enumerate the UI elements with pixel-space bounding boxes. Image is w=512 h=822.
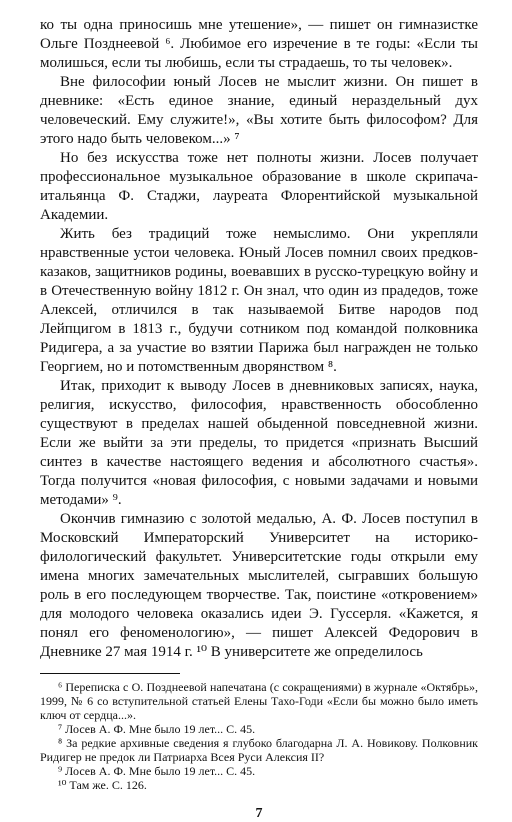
paragraph-5: Итак, приходит к выводу Лосев в дневниковых записях, наука, религия, искусство, философия, нравственность обособленно существуют в пределах нашей обыденной повседневной жизни. Если же выйти за эти пределы, то придется «признать Высший синтез в качестве настоящего ведения и абсолютного счастья». Тогда получится «новая философия, с новыми задачами и новыми методами» ⁹.	[40, 378, 478, 508]
footnote-8: ⁸ За редкие архивные сведения я глубоко благодарна Л. А. Новикову. Полковник Ридигер не предок ли Патриарха Всея Руси Алексия II?	[40, 736, 478, 764]
book-page	[40, 16, 478, 822]
paragraph-6: Окончив гимназию с золотой медалью, А. Ф. Лосев поступил в Московский Императорский Университет на историко-филологический факультет. Университетские годы открыли ему имена многих замечательных мыслителей, сыгравших большую роль в его последующем творчестве. Так, поистине «откровением» для молодого человека оказались идеи Э. Гуссерля. «Кажется, я понял его феноменологию», — пишет Алексей Федорович в Дневнике 27 мая 1914 г. ¹⁰ В университете же определилось	[40, 511, 478, 660]
paragraph-4: Жить без традиций тоже немыслимо. Они укрепляли нравственные устои человека. Юный Лосев помнил своих предков-казаков, защитников родины, воевавших в русско-турецкую войну и в Отечественную войну 1812 г. Он знал, что один из прадедов, тоже Алексей, отличился в так называемой Битве народов под Лейпцигом в 1813 г., будучи сотником под командой полковника Ридигера, а за участие во взятии Парижа был награжден не только Георгием, но и потомственным дворянством ⁸.	[40, 226, 478, 375]
footnote-7: ⁷ Лосев А. Ф. Мне было 19 лет... С. 45.	[58, 722, 256, 736]
footnote-9: ⁹ Лосев А. Ф. Мне было 19 лет... С. 45.	[58, 764, 256, 778]
main-text	[40, 16, 478, 662]
paragraph-2: Вне философии юный Лосев не мыслит жизни. Он пишет в дневнике: «Есть единое знание, единый нераздельный дух человеческий. Ему служите!», «Вы хотите быть философом? Для этого надо быть человеком...» ⁷	[40, 74, 478, 147]
footnote-divider	[40, 673, 180, 674]
paragraph-1: ко ты одна приносишь мне утешение», — пишет он гимназистке Ольге Позднеевой ⁶. Любимое его изречение в те годы: «Если ты молишься, если ты любишь, если ты страдаешь, то ты человек».	[40, 17, 478, 71]
footnotes	[40, 680, 478, 792]
paragraph-3: Но без искусства тоже нет полноты жизни. Лосев получает профессиональное музыкальное образование в школе скрипача-итальянца Ф. Стаджи, лауреата Флорентийской музыкальной Академии.	[40, 150, 478, 223]
footnote-6: ⁶ Переписка с О. Позднеевой напечатана (с сокращениями) в журнале «Октябрь», 1999, № 6 со вступительной статьей Елены Тахо-Годи «Если бы можно было иметь ключ от сердца...».	[40, 680, 478, 722]
page-number: 7	[255, 806, 263, 821]
footnote-10: ¹⁰ Там же. С. 126.	[58, 778, 147, 792]
